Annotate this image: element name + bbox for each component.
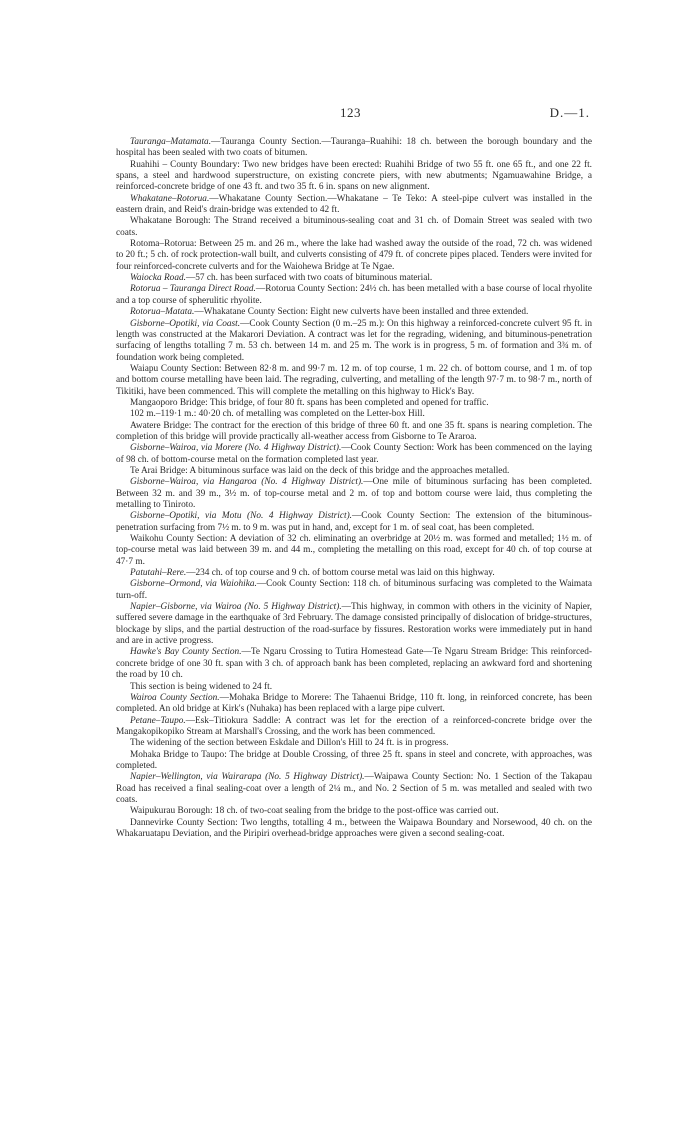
paragraph (116, 682, 592, 693)
paragraph-text: —Mohaka Bridge to Morere: The Tahaenui Bridge, 110 ft. long, in reinforced concrete, has been completed. An old bridge at Kirk's (Nuhaka) has been replaced with a large pipe culvert. (116, 692, 592, 715)
paragraph (116, 716, 592, 739)
paragraph (116, 647, 592, 681)
paragraph-text: Awatere Bridge: The contract for the erection of this bridge of three 60 ft. and one 35 ft. spans is nearing completion. The completion of this bridge will provide practically all-weather access from Gisborne to Te Araroa. (116, 420, 592, 442)
paragraph-text: —Cook County Section (0 m.–25 m.): On this highway a reinforced-concrete culvert 95 ft. in length was constructed at the Makarori Deviation. A contract was let for the regrading, widening, and bituminous-penetration surfacing of lengths totalling 7 m. 53 ch. between 14 m. and 25 m. The work is in progress, 5 m. of formation and 3¾ m. of foundation work being completed. (116, 318, 593, 363)
paragraph-heading: Wairoa County Section. (130, 692, 220, 703)
paragraph (116, 364, 592, 398)
paragraph (116, 319, 592, 364)
paragraph-text: —Esk–Titiokura Saddle: A contract was let for the erection of a reinforced-concrete bridge over the Mangakopikopiko Stream at Marshall's Crossing, and the work has been commenced. (116, 715, 592, 737)
paragraph-text: Te Arai Bridge: A bituminous surface was laid on the deck of this bridge and the approaches metalled. (130, 465, 510, 476)
paragraph-heading: Gisborne–Opotiki, via Motu (No. 4 Highway District). (130, 511, 352, 522)
paragraph (116, 693, 592, 716)
paragraph-text: —57 ch. has been surfaced with two coats of bituminous material. (185, 273, 433, 284)
paragraph-text: —This highway, in common with others in the vicinity of Napier, suffered severe damage in the earthquake of 3rd February. The damage consisted principally of dislocation of bridge-structures, blockage by slips, and the partial destruction of the road-surface by fissures. Restoration works were immediately put in hand and are in active progress. (116, 602, 592, 647)
paragraph (116, 273, 592, 284)
paragraph-heading: Gisborne–Wairoa, via Hangaroa (No. 4 Highway District). (130, 477, 364, 488)
paragraph-text: Ruahihi – County Boundary: Two new bridges have been erected: Ruahihi Bridge of two 55 ft. one 65 ft., and one 22 ft. spans, a steel and hardwood superstructure, on existing concrete piers, with new abutments; Ngamuawahine Bridge, a reinforced-concrete bridge of one 43 ft. and two 35 ft. 6 in. spans on new alignment. (116, 159, 592, 193)
paragraph-text: The widening of the section between Eskdale and Dillon's Hill to 24 ft. is in progress. (130, 738, 449, 749)
paragraph-heading: Whakatane–Rotorua. (130, 193, 210, 204)
paragraph-text: —Rotorua County Section: 24½ ch. has been metalled with a base course of local rhyolite and a top course of spherulitic rhyolite. (116, 284, 592, 306)
paragraph (116, 216, 592, 239)
paragraph-heading: Waiocka Road. (130, 273, 186, 284)
paragraph-text: Waikohu County Section: A deviation of 32 ch. eliminating an overbridge at 20½ m. was formed and metalled; 1½ m. of top-course metal was laid between 39 m. and 44 m., completing the metalling on this road, except for 40 ch. of top course at 47·7 m. (116, 534, 592, 567)
paragraph-text: —Whakatane County Section.—Whakatane – Te Teko: A steel-pipe culvert was installed in the eastern drain, and Reid's drain-bridge was extended to 42 ft. (116, 193, 592, 216)
paragraph-heading: Gisborne–Wairoa, via Morere (No. 4 Highway District). (130, 443, 342, 454)
paragraph (116, 160, 592, 194)
paragraph-heading: Gisborne–Ormond, via Waiohika. (130, 579, 257, 590)
paragraph-text: Whakatane Borough: The Strand received a bituminous-sealing coat and 31 ch. of Domain Street was sealed with two coats. (116, 216, 592, 238)
paragraph (116, 194, 592, 217)
paragraph-heading: Gisborne–Opotiki, via Coast. (130, 318, 241, 329)
paragraph-heading: Patutahi–Rere. (130, 568, 187, 579)
paragraph-text: —Tauranga County Section.—Tauranga–Ruahihi: 18 ch. between the borough boundary and the hospital has been sealed with two coats of bitumen. (116, 137, 592, 159)
paragraph (116, 466, 592, 477)
paragraph (116, 398, 592, 409)
paragraph (116, 443, 592, 466)
paragraph-text: Waiapu County Section: Between 82·8 m. and 99·7 m. 12 m. of top course, 1 m. 22 ch. of bottom course, and 1 m. of top and bottom course metalling have been laid. The regrading, culverting, and metalling of the length 97·7 m. to 98·7 m., north of Tikitiki, have been commenced. This will complete the metalling on this highway to Hick's Bay. (116, 363, 592, 397)
paragraph (116, 421, 592, 444)
paragraph (116, 818, 592, 841)
paragraph (116, 284, 592, 307)
page-header (0, 105, 700, 125)
paragraph-text: Mohaka Bridge to Taupo: The bridge at Double Crossing, of three 25 ft. spans in steel and concrete, with approaches, was completed. (116, 749, 592, 771)
paragraph (116, 806, 592, 817)
paragraph-text: Dannevirke County Section: Two lengths, totalling 4 m., between the Waipawa Boundary and Norsewood, 40 ch. on the Whakaruatapu Deviation, and the Piripiri overhead-bridge approaches were given a second sealing-coat. (116, 817, 592, 839)
paragraph-text: Mangaoporo Bridge: This bridge, of four 80 ft. spans has been completed and opened for traffic. (130, 397, 489, 408)
paragraph-heading: Rotorua–Matata. (130, 307, 195, 318)
paragraph-text: —Whakatane County Section: Eight new culverts have been installed and three extended. (194, 307, 529, 318)
paragraph-text: —Cook County Section: The extension of the bituminous-penetration surfacing from 7½ m. to 9 m. was put in hand, and, except for 1 m. of seal coat, has been completed. (116, 511, 592, 533)
paragraph (116, 409, 592, 420)
paragraph-heading: Petane–Taupo. (130, 715, 186, 726)
paragraph-text: Waipukurau Borough: 18 ch. of two-coat sealing from the bridge to the post-office was carried out. (130, 806, 499, 817)
paragraph (116, 137, 592, 160)
paragraph-text: —Cook County Section: Work has been commenced on the laying of 98 ch. of bottom-course metal on the formation completed last year. (116, 443, 592, 465)
paragraph-heading: Rotorua – Tauranga Direct Road. (130, 284, 256, 295)
paragraph (116, 772, 592, 806)
paragraph-text: This section is being widened to 24 ft. (130, 681, 273, 692)
paragraph (116, 307, 592, 318)
paragraph-text: —Waipawa County Section: No. 1 Section of the Takapau Road has received a final sealing-coat over a length of 2¼ m., and No. 2 Section of 5 m. was metalled and sealed with two coats. (116, 772, 593, 805)
paragraph (116, 750, 592, 773)
section-reference: D.—1. (549, 105, 590, 120)
paragraph-text: —One mile of bituminous surfacing has been completed. Between 32 m. and 39 m., 3½ m. of top-course metal and 2 m. of top and bottom course were laid, thus completing the metalling to Tiniroto. (116, 477, 592, 510)
paragraph-text: —Te Ngaru Crossing to Tutira Homestead Gate—Te Ngaru Stream Bridge: This reinforced-concrete bridge of one 30 ft. span with 3 ch. of approach bank has been completed, replacing an awkward ford and shortening the road by 10 ch. (116, 647, 592, 681)
paragraph (116, 511, 592, 534)
report-body (116, 137, 592, 840)
paragraph (116, 568, 592, 579)
paragraph-heading: Tauranga–Matamata. (130, 137, 212, 147)
paragraph (116, 602, 592, 647)
paragraph (116, 534, 592, 568)
paragraph-text: 102 m.–119·1 m.: 40·20 ch. of metalling was completed on the Letter-box Hill. (130, 409, 425, 420)
paragraph-heading: Napier–Gisborne, via Wairoa (No. 5 Highway District). (130, 602, 342, 613)
paragraph-text: Rotoma–Rotorua: Between 25 m. and 26 m., where the lake had washed away the outside of the road, 72 ch. was widened to 20 ft.; 5 ch. of rock protection-wall built, and culverts consisting of 479 ft. of concrete pipes placed. Tenders were invited for four reinforced-concrete culverts and for the Waiohewa Bridge at Te Ngae. (116, 239, 592, 272)
page-number: 123 (340, 105, 361, 120)
paragraph-text: —234 ch. of top course and 9 ch. of bottom course metal was laid on this highway. (186, 568, 495, 579)
paragraph-heading: Hawke's Bay County Section. (130, 647, 242, 658)
paragraph (116, 477, 592, 511)
paragraph-heading: Napier–Wellington, via Wairarapa (No. 5 Highway District). (130, 772, 365, 783)
paragraph (116, 579, 592, 602)
paragraph (116, 738, 592, 749)
paragraph-text: —Cook County Section: 118 ch. of bituminous surfacing was completed to the Waimata turn-off. (116, 579, 592, 601)
paragraph (116, 239, 592, 273)
